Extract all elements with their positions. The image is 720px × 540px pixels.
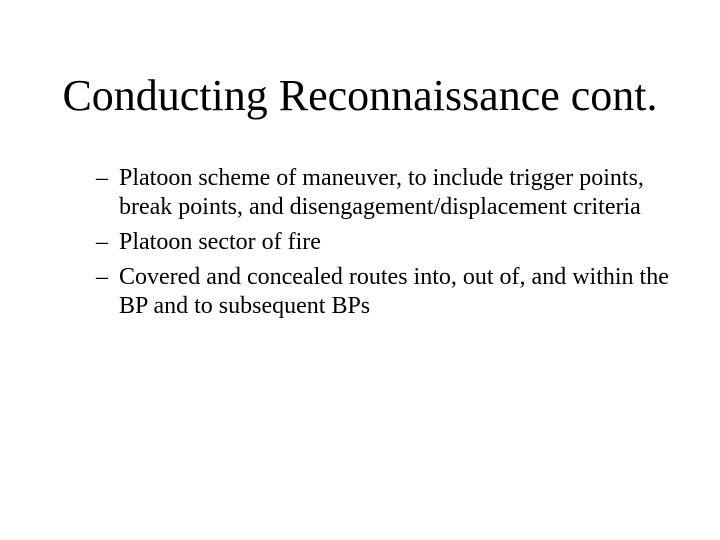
bullet-marker: –: [96, 264, 108, 290]
bullet-text: Platoon sector of fire: [119, 229, 321, 255]
bullet-item: [96, 263, 686, 321]
bullet-item: [96, 164, 686, 222]
bullet-item: [96, 228, 686, 257]
slide-title: Conducting Reconnaissance cont.: [62, 71, 658, 120]
bullet-text: Platoon scheme of maneuver, to include trigger points, break points, and disengagement/displacement criteria: [119, 165, 644, 220]
bullet-marker: –: [96, 229, 108, 255]
bullet-marker: –: [96, 165, 108, 191]
bullet-list: [96, 164, 686, 327]
bullet-text: Covered and concealed routes into, out of, and within the BP and to subsequent BPs: [119, 264, 669, 319]
